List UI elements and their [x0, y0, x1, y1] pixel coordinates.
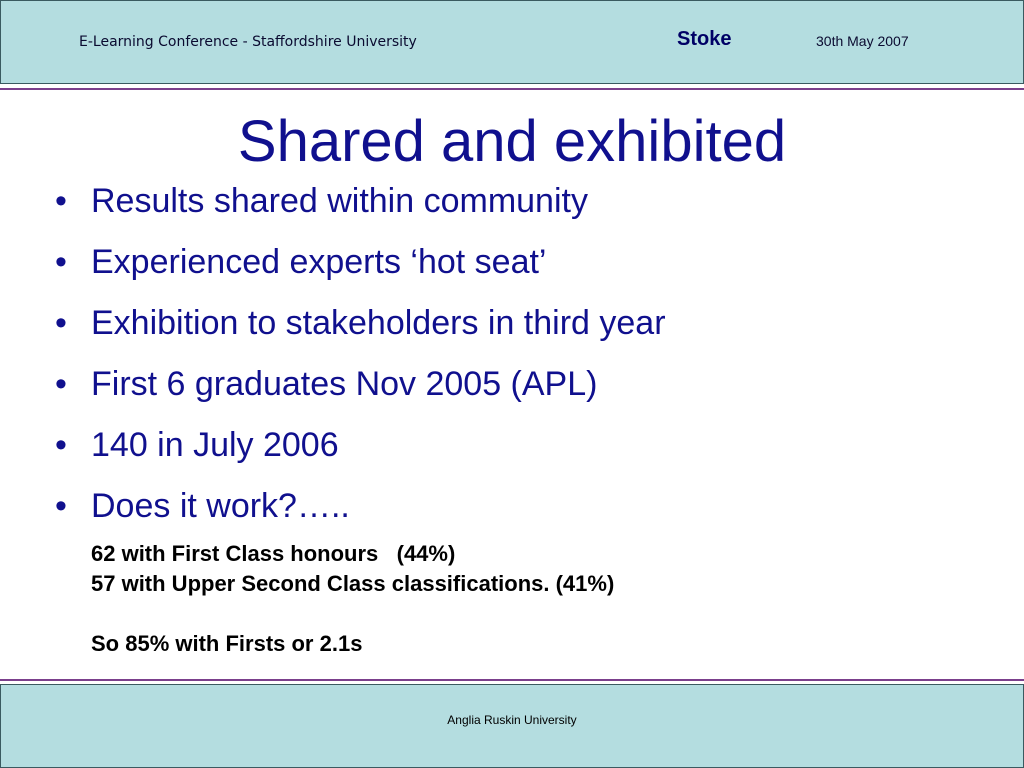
- bullet-text: Exhibition to stakeholders in third year: [91, 304, 666, 342]
- institution-name: Anglia Ruskin University: [447, 713, 577, 727]
- header-band: [0, 0, 1024, 84]
- results-summary: So 85% with Firsts or 2.1s: [91, 631, 363, 656]
- conference-name: E-Learning Conference - Staffordshire University: [79, 34, 417, 50]
- bullet-marker: •: [55, 487, 67, 525]
- spacer: [91, 599, 614, 629]
- bullet-marker: •: [55, 304, 67, 342]
- bullet-marker: •: [55, 426, 67, 464]
- conference-date: 30th May 2007: [816, 33, 909, 49]
- top-divider: [0, 88, 1024, 90]
- conference-location: Stoke: [677, 28, 732, 50]
- slide-title: Shared and exhibited: [237, 109, 787, 174]
- first-class-result: 62 with First Class honours (44%): [91, 541, 456, 566]
- results-notes: [91, 539, 614, 659]
- bullet-marker: •: [55, 182, 67, 220]
- bullet-text: First 6 graduates Nov 2005 (APL): [91, 365, 598, 403]
- bullet-marker: •: [55, 365, 67, 403]
- bullet-marker: •: [55, 243, 67, 281]
- upper-second-result: 57 with Upper Second Class classifications. (41%): [91, 571, 615, 596]
- bullet-text: Experienced experts ‘hot seat’: [91, 243, 547, 281]
- bullet-text: Does it work?…..: [91, 487, 350, 525]
- bullet-text: Results shared within community: [91, 182, 588, 220]
- bottom-divider: [0, 679, 1024, 681]
- bullet-text: 140 in July 2006: [91, 426, 339, 464]
- footer-band: [0, 684, 1024, 768]
